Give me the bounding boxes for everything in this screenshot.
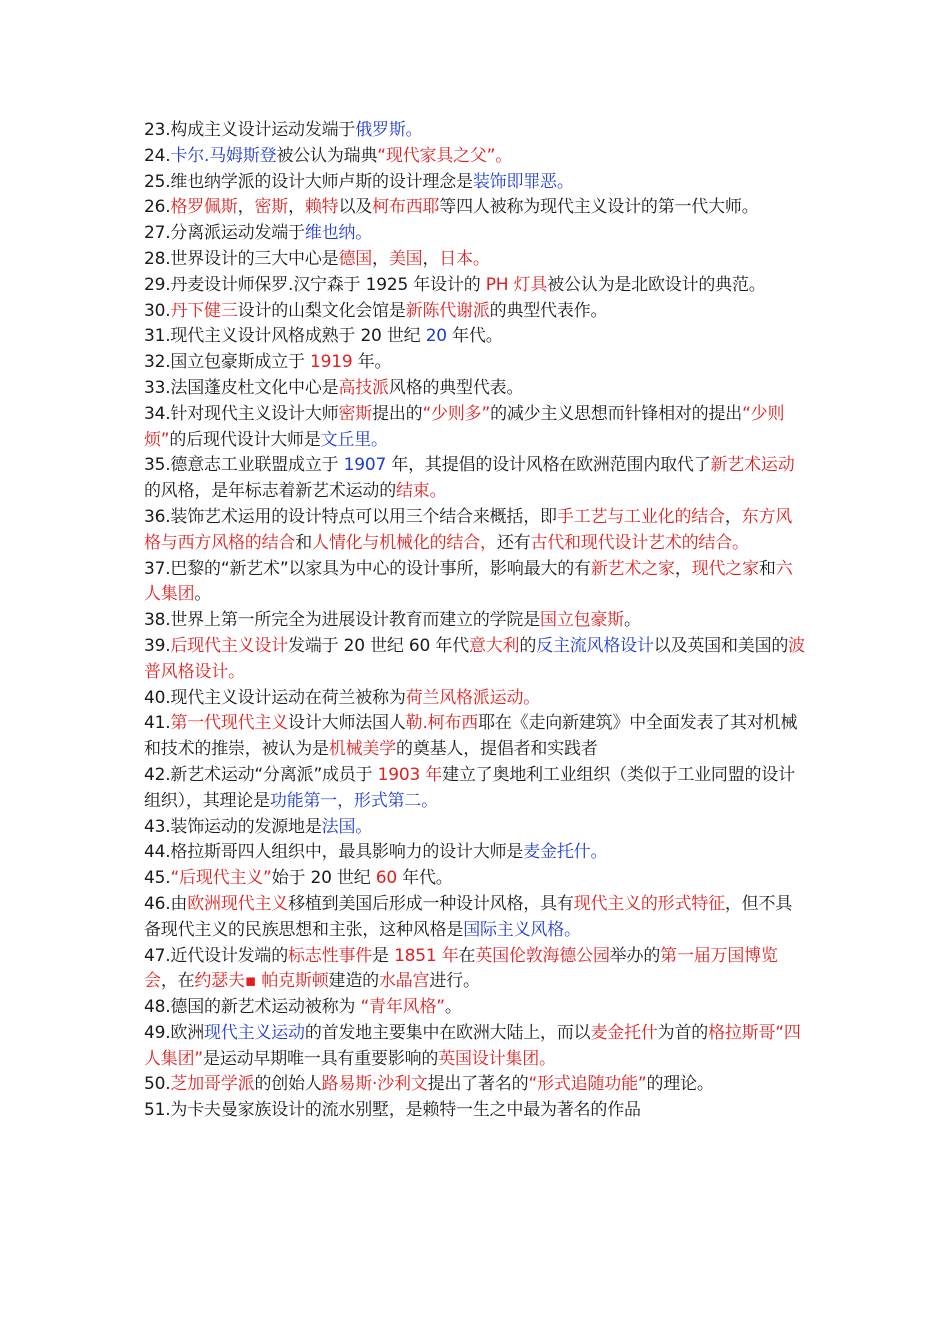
list-item — [144, 944, 808, 996]
highlighted-text: 功能第一，形式第二。 — [269, 790, 438, 811]
text-segment: 的奠基人，提倡者和实践者 — [396, 739, 598, 760]
highlighted-text: 英国设计集团。 — [438, 1048, 556, 1069]
highlighted-text: 意大利 — [468, 635, 520, 656]
highlighted-text: 1919 — [310, 352, 353, 373]
text-segment: 28.世界设计的三大中心是 — [144, 248, 339, 269]
text-segment: ， — [422, 248, 440, 269]
highlighted-text: 丹下健三 — [170, 300, 238, 321]
text-segment: 34.针对现代主义设计大师 — [144, 403, 339, 424]
highlighted-text: 麦金托什。 — [523, 842, 608, 863]
highlighted-text: 后现代主义设计 — [170, 635, 289, 656]
list-item — [144, 350, 808, 376]
text-segment: 42.新艺术运动“分离派”成员于 — [144, 764, 378, 785]
text-segment: ， — [288, 197, 305, 218]
text-segment: 建造的 — [328, 971, 379, 992]
text-segment: 发端于 20 世纪 60 年代 — [288, 635, 469, 656]
text-segment: 。 — [444, 997, 462, 1018]
list-item — [144, 1098, 808, 1124]
highlighted-text: 德国 — [338, 248, 373, 269]
highlighted-text: 现代主义运动 — [204, 1022, 305, 1043]
text-segment: ， — [372, 248, 389, 269]
text-segment: 风格的典型代表。 — [388, 377, 524, 398]
text-segment: 的 — [519, 635, 537, 656]
text-segment: 和 — [295, 532, 313, 553]
text-segment: 移植到美国后形成一种设计风格，具有 — [288, 893, 574, 914]
text-segment: 36.装饰艺术运用的设计特点可以用三个结合来概括，即 — [144, 506, 557, 527]
text-segment: ， — [237, 197, 255, 218]
text-segment: 40.现代主义设计运动在荷兰被称为 — [144, 687, 406, 708]
text-segment: 48.德国的新艺术运动被称为 — [144, 997, 361, 1018]
text-segment: 的理论。 — [646, 1074, 714, 1095]
highlighted-text: 20 — [425, 326, 447, 347]
highlighted-text: 人情化与机械化的结合， — [312, 532, 497, 553]
text-segment: 33.法国蓬皮杜文化中心是 — [144, 377, 339, 398]
highlighted-text: 维也纳。 — [304, 223, 373, 244]
text-segment: 的后现代设计大师是 — [169, 429, 321, 450]
highlighted-text: 古代和现代设计艺术的结合。 — [530, 532, 749, 553]
highlighted-text: 六人集团 — [144, 558, 793, 605]
text-segment: 以及 — [338, 197, 373, 218]
text-segment: 43.装饰运动的发源地是 — [144, 816, 322, 837]
question-list — [144, 118, 808, 1124]
list-item — [144, 866, 808, 892]
text-segment: 被公认为瑞典 — [276, 145, 378, 166]
text-segment: 等四人被称为现代主义设计的第一代大师。 — [439, 197, 759, 218]
list-item — [144, 840, 808, 866]
text-segment: 建立了奥地利工业组织（类似于工业同盟的设计组织），其理论是 — [144, 764, 795, 811]
text-segment: 举办的 — [609, 945, 661, 966]
list-item — [144, 402, 808, 454]
highlighted-text: 现代之家 — [691, 558, 759, 579]
highlighted-text: 东方风格与西方风格的结合 — [144, 506, 793, 553]
list-item — [144, 247, 808, 273]
text-segment: 45. — [144, 868, 171, 889]
highlighted-text: PH 灯具 — [485, 274, 548, 295]
highlighted-text: 卡尔.马姆斯登 — [170, 145, 277, 166]
text-segment: 年代。 — [446, 326, 503, 347]
highlighted-text: 标志性事件 — [288, 945, 373, 966]
list-item — [144, 299, 808, 325]
list-item — [144, 815, 808, 841]
highlighted-text: 新陈代谢派 — [405, 300, 490, 321]
text-segment: 39. — [144, 635, 171, 656]
highlighted-text: 国际主义风格。 — [463, 919, 581, 940]
highlighted-text: 反主流风格设计 — [536, 635, 654, 656]
text-segment: 以及英国和美国的 — [653, 635, 789, 656]
text-segment: 进行。 — [429, 971, 480, 992]
text-segment: ，在 — [160, 971, 195, 992]
text-segment: 提出了著名的 — [427, 1074, 529, 1095]
text-segment: 37.巴黎的“新艺术”以家具为中心的设计事所，影响最大的有 — [144, 558, 591, 579]
text-segment: 38.世界上第一所完全为进展设计教育而建立的学院是 — [144, 610, 541, 631]
highlighted-text: 格罗佩斯 — [170, 197, 238, 218]
highlighted-text: 60 — [375, 868, 397, 889]
highlighted-text: 赖特 — [304, 197, 339, 218]
highlighted-text: 格拉斯哥“四人集团” — [144, 1022, 801, 1069]
list-item — [144, 608, 808, 634]
highlighted-text: 高技派 — [338, 377, 389, 398]
highlighted-text: “形式追随功能” — [528, 1074, 647, 1095]
text-segment: 为首的 — [657, 1022, 709, 1043]
list-item — [144, 221, 808, 247]
highlighted-text: 手工艺与工业化的结合 — [556, 506, 725, 527]
list-item — [144, 557, 808, 609]
text-segment: 26. — [144, 197, 171, 218]
highlighted-text: “现代家具之父”。 — [377, 145, 513, 166]
text-segment: 在 — [458, 945, 476, 966]
highlighted-text: 欧洲现代主义 — [187, 893, 289, 914]
text-segment: 47.近代设计发端的 — [144, 945, 289, 966]
highlighted-text: 俄罗斯。 — [355, 120, 423, 140]
list-item — [144, 634, 808, 686]
highlighted-text: 1907 — [343, 455, 387, 476]
list-item — [144, 763, 808, 815]
list-item — [144, 118, 808, 144]
highlighted-text: 文丘里。 — [320, 429, 388, 450]
text-segment: 的减少主义思想而针锋相对的提出 — [490, 403, 743, 424]
text-segment: 的创始人 — [254, 1074, 322, 1095]
list-item — [144, 170, 808, 196]
highlighted-text: 水晶宫 — [378, 971, 430, 992]
text-segment: 25.维也纳学派的设计大师卢斯的设计理念是 — [144, 171, 473, 192]
text-segment: 29.丹麦设计师保罗.汉宁森于 1925 年设计的 — [144, 274, 486, 295]
text-segment: 。 — [624, 610, 641, 631]
highlighted-text: 密斯 — [338, 403, 373, 424]
highlighted-text: 约瑟夫▪ 帕克斯顿 — [194, 971, 329, 992]
list-item — [144, 195, 808, 221]
text-segment: 年。 — [352, 352, 392, 373]
list-item — [144, 144, 808, 170]
highlighted-text: 新艺术之家 — [590, 558, 675, 579]
text-segment: 50. — [144, 1074, 171, 1095]
highlighted-text: 新艺术运动 — [710, 455, 795, 476]
list-item — [144, 892, 808, 944]
text-segment: 31.现代主义设计风格成熟于 20 世纪 — [144, 326, 426, 347]
list-item — [144, 453, 808, 505]
highlighted-text: 1851 年 — [394, 945, 459, 966]
text-segment: 提出的 — [372, 403, 423, 424]
highlighted-text: 1903 年 — [377, 764, 443, 785]
text-segment: 46.由 — [144, 893, 188, 914]
highlighted-text: “少则多” — [422, 403, 491, 424]
text-segment: ， — [674, 558, 692, 579]
list-item — [144, 376, 808, 402]
highlighted-text: 荷兰风格派运动。 — [405, 687, 541, 708]
text-segment: 30. — [144, 300, 171, 321]
text-segment: 设计的山梨文化会馆是 — [237, 300, 406, 321]
list-item — [144, 1021, 808, 1073]
text-segment: 27.分离派运动发端于 — [144, 223, 305, 244]
text-segment: 23.构成主义设计运动发端于 — [144, 120, 356, 140]
text-segment: ， — [724, 506, 742, 527]
text-segment: 51.为卡夫曼家族设计的流水别墅，是赖特一生之中最为著名的作品 — [144, 1100, 641, 1121]
text-segment: 的首发地主要集中在欧洲大陆上，而以 — [304, 1022, 591, 1043]
highlighted-text: 勒.柯布西 — [405, 713, 479, 734]
text-segment: 24. — [144, 145, 171, 166]
text-segment: 被公认为是北欧设计的典范。 — [547, 274, 766, 295]
text-segment: 44.格拉斯哥四人组织中，最具影响力的设计大师是 — [144, 842, 524, 863]
highlighted-text: 装饰即罪恶。 — [472, 171, 574, 192]
text-segment: 49.欧洲 — [144, 1022, 205, 1043]
text-segment: 还有 — [496, 532, 531, 553]
text-segment: 的典型代表作。 — [489, 300, 608, 321]
highlighted-text: 第一代现代主义 — [170, 713, 289, 734]
text-segment: 的风格，是年标志着新艺术运动的 — [144, 481, 396, 502]
text-segment: 设计大师法国人 — [288, 713, 406, 734]
highlighted-text: 密斯 — [254, 197, 289, 218]
highlighted-text: 麦金托什 — [590, 1022, 658, 1043]
highlighted-text: 路易斯·沙利文 — [321, 1074, 428, 1095]
highlighted-text: “青年风格” — [360, 997, 445, 1018]
list-item — [144, 324, 808, 350]
text-segment: 是运动早期唯一具有重要影响的 — [203, 1048, 439, 1069]
text-segment: 和 — [758, 558, 776, 579]
list-item — [144, 1072, 808, 1098]
list-item — [144, 273, 808, 299]
highlighted-text: 柯布西耶 — [372, 197, 440, 218]
highlighted-text: 波普风格设计。 — [144, 635, 805, 682]
highlighted-text: “少则烦” — [144, 403, 785, 450]
text-segment: 年，其提倡的设计风格在欧洲范围内取代了 — [386, 455, 711, 476]
highlighted-text: 结束。 — [396, 481, 447, 502]
highlighted-text: 第一届万国博览会 — [144, 945, 778, 992]
text-segment: 是 — [372, 945, 395, 966]
highlighted-text: 美国 — [388, 248, 423, 269]
list-item — [144, 711, 808, 763]
highlighted-text: 法国。 — [321, 816, 373, 837]
text-segment: 年代。 — [396, 868, 453, 889]
highlighted-text: 日本。 — [439, 248, 490, 269]
text-segment: ，但不具备现代主义的民族思想和主张，这种风格是 — [144, 893, 793, 940]
text-segment: 始于 20 世纪 — [271, 868, 376, 889]
text-segment: 。 — [194, 584, 212, 605]
list-item — [144, 505, 808, 557]
highlighted-text: 机械美学 — [328, 739, 397, 760]
highlighted-text: 国立包豪斯 — [540, 610, 625, 631]
list-item — [144, 995, 808, 1021]
highlighted-text: “后现代主义” — [170, 868, 272, 889]
highlighted-text: 现代主义的形式特征 — [573, 893, 725, 914]
text-segment: 35.德意志工业联盟成立于 — [144, 455, 344, 476]
text-segment: 41. — [144, 713, 171, 734]
highlighted-text: 英国伦敦海德公园 — [475, 945, 610, 966]
text-segment: 32.国立包豪斯成立于 — [144, 352, 311, 373]
list-item — [144, 686, 808, 712]
text-segment: 耶在《走向新建筑》中全面发表了其对机械和技术的推崇，被认为是 — [144, 713, 798, 760]
highlighted-text: 芝加哥学派 — [170, 1074, 255, 1095]
